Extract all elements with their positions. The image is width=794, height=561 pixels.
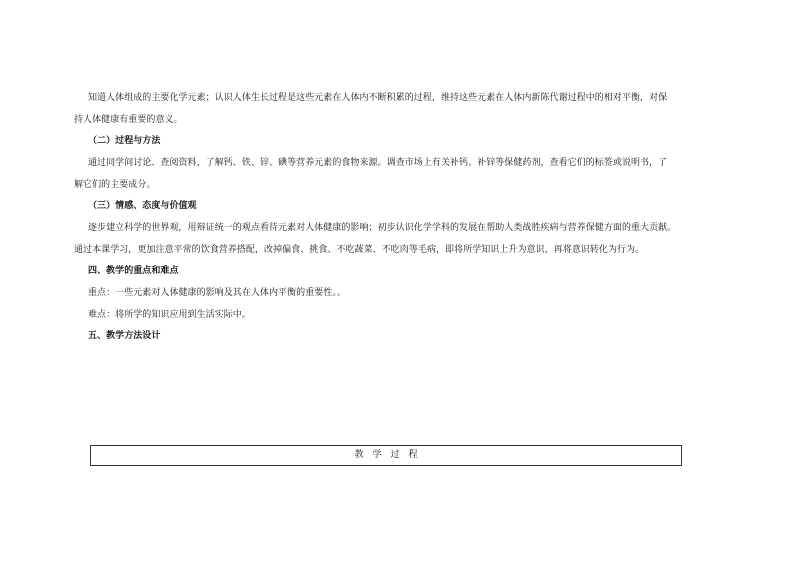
paragraph-difficult-point: 难点：将所学的知识应用到生活实际中。 [88,310,251,320]
paragraph-values-line-2: 通过本课学习，更加注意平常的饮食营养搭配，改掉偏食、挑食、不吃蔬菜、不吃肉等毛病，即将所学知识上升为意识，再将意识转化为行为。 [74,245,645,255]
section-heading-teaching-methods: 五、教学方法设计 [88,331,161,341]
section-heading-key-points: 四、教学的重点和难点 [88,266,179,276]
paragraph-knowledge-line-1: 知道人体组成的主要化学元素；认识人体生长过程是这些元素在人体内不断积累的过程，维持这些元素在人体内新陈代谢过程中的相对平衡，对保 [88,93,668,103]
section-heading-process-methods: （二）过程与方法 [88,136,161,146]
section-heading-emotions-values: （三）情感、态度与价值观 [88,201,197,211]
paragraph-process-line-2: 解它们的主要成分。 [74,180,156,190]
teaching-process-table-title: 教学过程 [354,450,427,460]
paragraph-process-line-1: 通过同学间讨论、查阅资料，了解钙、铁、锌、碘等营养元素的食物来源。调查市场上有关补钙、补锌等保健药剂，查看它们的标签或说明书，了 [88,158,668,168]
paragraph-key-point: 重点：一些元素对人体健康的影响及其在人体内平衡的重要性。。 [88,288,346,298]
paragraph-values-line-1: 逐步建立科学的世界观，用辩证统一的观点看待元素对人体健康的影响；初步认识化学学科的发展在帮助人类战胜疾病与营养保健方面的重大贡献。 [88,223,677,233]
paragraph-knowledge-line-2: 持人体健康有重要的意义。 [74,115,183,125]
teaching-process-table-header [90,445,682,466]
